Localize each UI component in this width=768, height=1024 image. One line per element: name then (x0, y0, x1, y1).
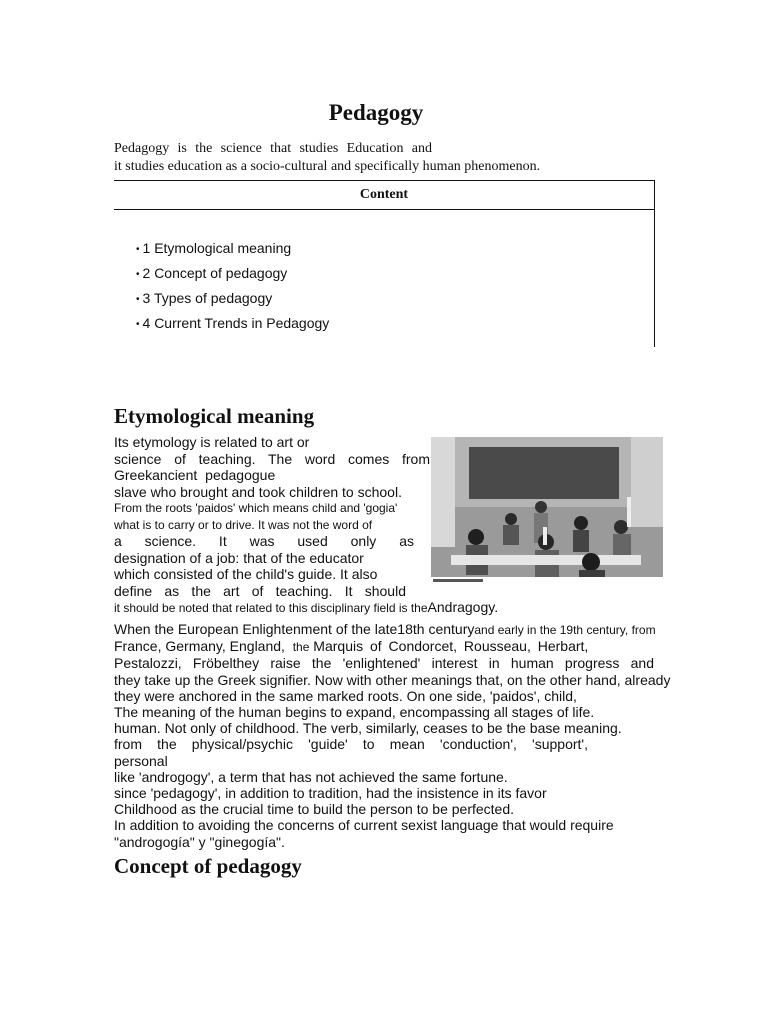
text-line: From the roots 'paidos' which means child and 'gogia' (114, 501, 398, 515)
toc-item-label: 3 Types of pedagogy (142, 290, 273, 306)
text-line: "androgogía" y "ginegogía". (114, 833, 285, 850)
concept-heading: Concept of pedagogy (114, 854, 302, 878)
text-line: Its etymology is related to art or (114, 434, 310, 450)
text-fragment: Marquis of Condorcet, Rousseau, Herbart, (313, 638, 589, 655)
classroom-photo (431, 437, 663, 585)
text-line: In addition to avoiding the concerns of current sexist language that would require (114, 817, 614, 834)
toc-item-label: 1 Etymological meaning (142, 240, 292, 256)
text-line: Childhood as the crucial time to build the person to be perfected. (114, 801, 515, 818)
enlightenment-paragraph (114, 621, 688, 850)
etymology-text (114, 434, 499, 617)
text-line: The meaning of the human begins to expand, encompassing all stages of life. (114, 704, 595, 721)
toc-item-label: 2 Concept of pedagogy (142, 265, 288, 281)
text-fragment: Andragogy. (427, 599, 499, 615)
text-line: personal (114, 752, 168, 769)
text-line: Pestalozzi, Fröbelthey raise the 'enlightened' interest in human progress and (114, 655, 654, 672)
bullet-icon: • (136, 319, 140, 330)
bullet-icon: • (136, 244, 140, 255)
intro-paragraph (114, 140, 574, 176)
toc-heading: Content (114, 181, 654, 210)
toc-item-current-trends[interactable] (136, 314, 329, 339)
text-line: they take up the Greek signifier. Now with other meanings that, on the other hand, already (114, 671, 671, 688)
text-line: slave who brought and took children to school. (114, 483, 402, 500)
etymology-heading: Etymological meaning (114, 404, 315, 428)
text-line: from the physical/psychic 'guide' to mean 'conduction', 'support', (114, 736, 588, 753)
text-line: like 'androgogy', a term that has not achieved the same fortune. (114, 768, 508, 785)
text-line: define as the art of teaching. It should (114, 582, 406, 599)
text-line: human. Not only of childhood. The verb, similarly, ceases to be the base meaning. (114, 720, 622, 737)
text-line: which consisted of the child's guide. It also (114, 566, 378, 582)
text-fragment: the (292, 640, 310, 655)
text-fragment: When the European Enlightenment of the late18th century (114, 621, 475, 637)
toc-item-label: 4 Current Trends in Pedagogy (142, 315, 330, 331)
page-title: Pedagogy (328, 100, 424, 125)
text-line: science of teaching. The word comes from (114, 450, 430, 467)
bullet-icon: • (136, 294, 140, 305)
text-line: what is to carry or to drive. It was not the word of (114, 517, 373, 532)
text-line: they were anchored in the same marked roots. On one side, 'paidos', child, (114, 687, 577, 704)
toc-list (136, 239, 329, 339)
text-line: designation of a job: that of the educator (114, 549, 364, 566)
text-line: a science. It was used only as (114, 533, 414, 549)
bullet-icon: • (136, 269, 140, 280)
text-line (114, 621, 688, 638)
intro-line-1: Pedagogy is the science that studies Education and (114, 141, 432, 156)
toc-item-etymological-meaning[interactable] (136, 239, 329, 264)
text-line: since 'pedagogy', in addition to tradition, had the insistence in its favor (114, 785, 547, 802)
text-fragment: it should be noted that related to this disciplinary field is the (114, 601, 428, 615)
intro-line-2: it studies education as a socio-cultural and specifically human phenomenon. (114, 159, 541, 174)
text-line: Greekancient pedagogue (114, 467, 276, 483)
text-fragment: and early in the 19th century, from (474, 623, 656, 637)
table-of-contents (114, 180, 655, 347)
text-fragment: France, Germany, England, (114, 638, 285, 655)
text-line (114, 638, 688, 655)
toc-item-concept-of-pedagogy[interactable] (136, 264, 329, 289)
text-line (114, 599, 554, 617)
toc-item-types-of-pedagogy[interactable] (136, 289, 329, 314)
